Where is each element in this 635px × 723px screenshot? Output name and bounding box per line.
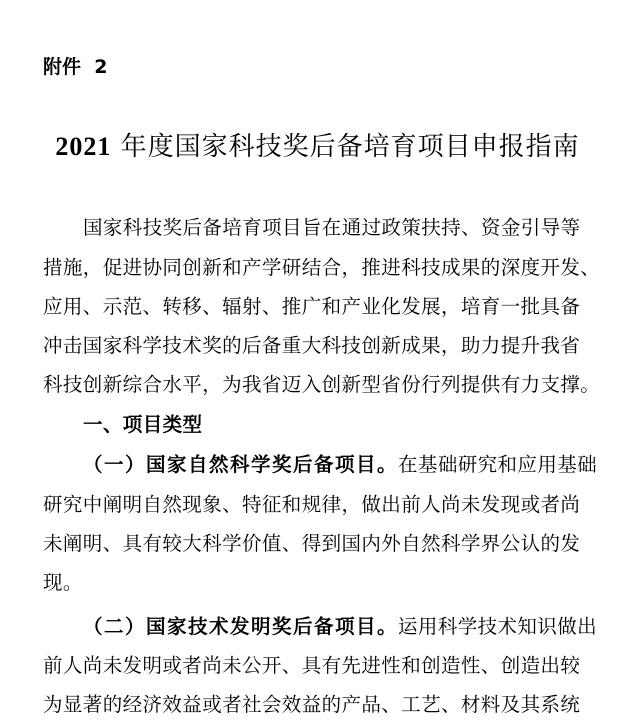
intro-line-2: 措施，促进协同创新和产学研结合，推进科技成果的深度开发、 — [43, 256, 601, 279]
item1-line-4: 现。 — [43, 571, 83, 594]
intro-line-1: 国家科技奖后备培育项目旨在通过政策扶持、资金引导等 — [83, 216, 581, 239]
item2-first-line-rest: 运用科学技术知识做出 — [398, 615, 598, 638]
item2-first-line — [83, 614, 635, 640]
item1-line-3: 未阐明、具有较大科学价值、得到国内外自然科学界公认的发 — [43, 532, 581, 555]
attachment-label: 附件 2 — [43, 56, 108, 78]
item2-lead: （二）国家技术发明奖后备项目。 — [83, 615, 399, 638]
item1-lead: （一）国家自然科学奖后备项目。 — [83, 453, 399, 476]
intro-line-4: 冲击国家科学技术奖的后备重大科技创新成果，助力提升我省 — [43, 334, 581, 357]
section-heading-project-types: 一、项目类型 — [83, 413, 203, 436]
item2-line-3: 为显著的经济效益或者社会效益的产品、工艺、材料及其系统 — [43, 693, 581, 716]
title-text: 年度国家科技奖后备培育项目申报指南 — [111, 132, 580, 162]
item1-first-line-rest: 在基础研究和应用基础 — [398, 453, 598, 476]
item1-line-2: 研究中阐明自然现象、特征和规律，做出前人尚未发现或者尚 — [43, 493, 581, 516]
intro-line-3: 应用、示范、转移、辐射、推广和产业化发展，培育一批具备 — [43, 295, 581, 318]
title-year: 2021 — [55, 132, 112, 161]
item2-line-2: 前人尚未发明或者尚未公开、具有先进性和创造性、创造出较 — [43, 654, 581, 677]
item1-first-line — [83, 452, 635, 478]
document-title — [0, 130, 635, 164]
intro-line-5: 科技创新综合水平，为我省迈入创新型省份行列提供有力支撑。 — [43, 373, 601, 396]
